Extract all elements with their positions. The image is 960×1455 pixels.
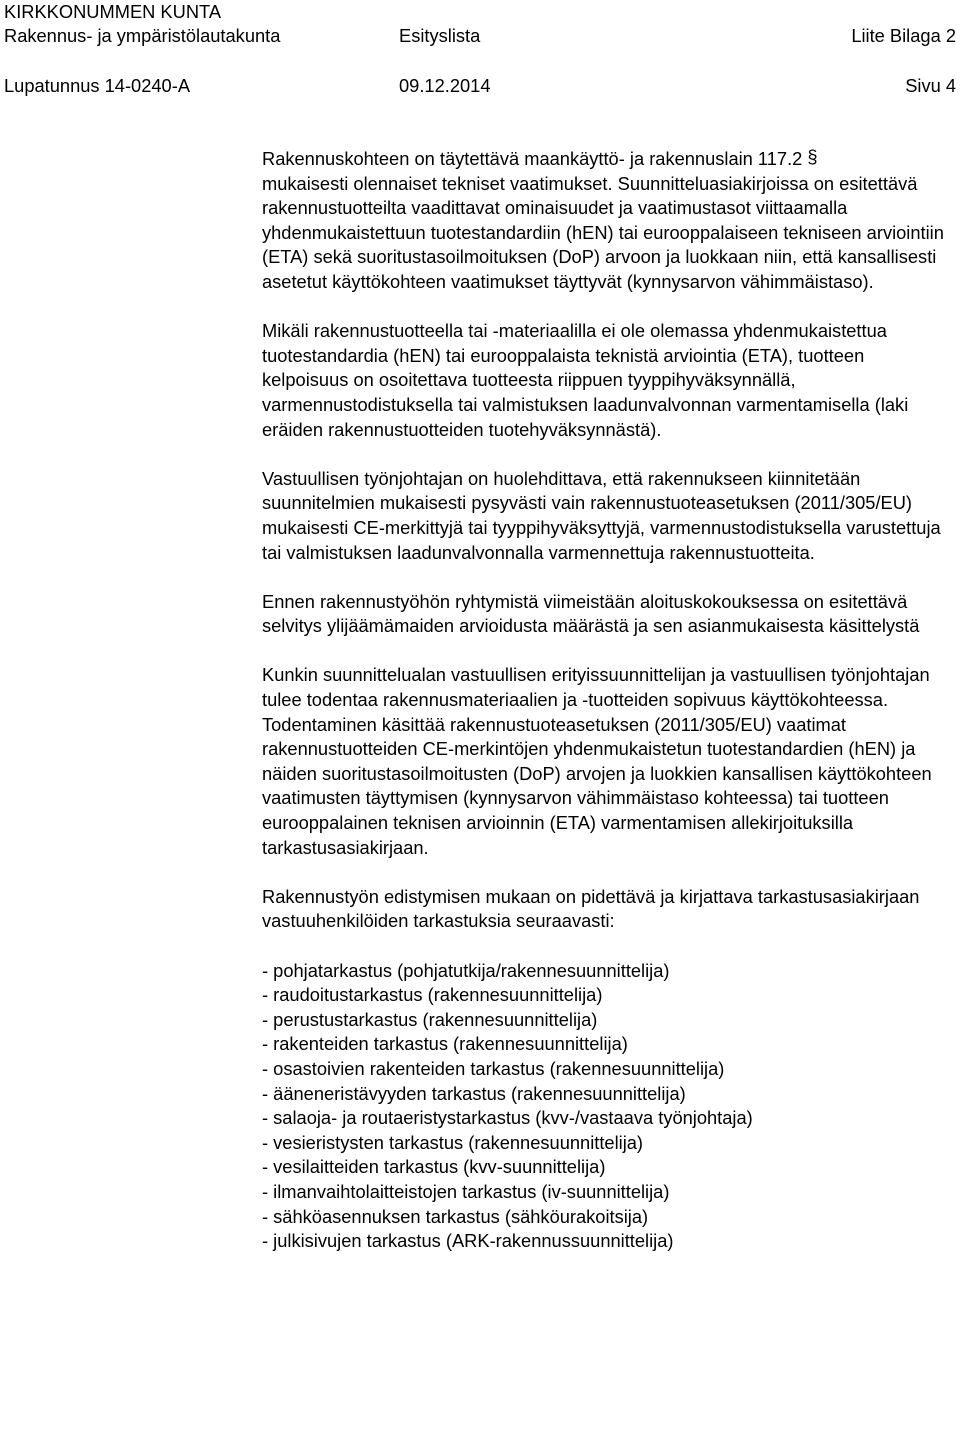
document-type: Esityslista bbox=[399, 25, 481, 46]
page-number: Sivu 4 bbox=[905, 75, 956, 96]
list-item: - raudoitustarkastus (rakennesuunnittelija) bbox=[262, 984, 603, 1006]
paragraph-material-suitability: Kunkin suunnittelualan vastuullisen erityissuunnittelijan ja vastuullisen työnjohtajan tulee todentaa rakennusmateriaalien ja -tuotteiden sopivuus käyttökohteessa. bbox=[262, 664, 930, 711]
board-name: Rakennus- ja ympäristölautakunta bbox=[4, 25, 281, 46]
list-item: - vesilaitteiden tarkastus (kvv-suunnittelija) bbox=[262, 1156, 606, 1178]
list-item: - julkisivujen tarkastus (ARK-rakennussuunnittelija) bbox=[262, 1230, 674, 1252]
section-symbol: § bbox=[807, 146, 818, 167]
paragraph-inspections-intro: Rakennustyön edistymisen mukaan on pidettävä ja kirjattava tarkastusasiakirjaan vastuuhenkilöiden tarkastuksia seuraavasti: bbox=[262, 885, 920, 932]
list-item: - pohjatarkastus (pohjatutkija/rakennesuunnittelija) bbox=[262, 959, 670, 981]
inspection-list bbox=[262, 959, 952, 1254]
list-item: - salaoja- ja routaeristystarkastus (kvv-/vastaava työnjohtaja) bbox=[262, 1107, 753, 1129]
list-item: - osastoivien rakenteiden tarkastus (rakennesuunnittelija) bbox=[262, 1057, 725, 1079]
paragraph-surplus-soil: Ennen rakennustyöhön ryhtymistä viimeistään aloituskokouksessa on esitettävä selvitys ylijäämämaiden arvioidusta määrästä ja sen asianmukaisesta käsittelystä bbox=[262, 590, 920, 637]
paragraph-requirements bbox=[262, 147, 952, 295]
meeting-date: 09.12.2014 bbox=[399, 75, 491, 96]
paragraph-site-manager: Vastuullisen työnjohtajan on huolehdittava, että rakennukseen kiinnitetään suunnitelmien mukaisesti pysyvästi vain rakennustuoteasetuksen (2011/305/EU) mukaisesti CE-merkittyjä tai tyyppihyväksyttyjä, varmennustodistuksella varustettuja tai valmistuksen laadunvalvonnalla varmennettuja rakennustuotteita. bbox=[262, 467, 941, 563]
appendix-label: Liite Bilaga 2 bbox=[851, 25, 956, 46]
list-item: - vesieristysten tarkastus (rakennesuunnittelija) bbox=[262, 1131, 644, 1153]
paragraph-requirements-line1: Rakennuskohteen on täytettävä maankäyttö- ja rakennuslain 117.2 bbox=[262, 148, 803, 169]
permit-id: Lupatunnus 14-0240-A bbox=[4, 75, 191, 96]
list-item: - ääneneristävyyden tarkastus (rakennesuunnittelija) bbox=[262, 1082, 686, 1104]
paragraph-verification: Todentaminen käsittää rakennustuoteasetuksen (2011/305/EU) vaatimat rakennustuotteiden CE-merkintöjen yhdenmukaistetun tuotestandardien (hEN) ja näiden suoritustasoilmoitusten (DoP) arvojen ja luokkien kansallisen käyttökohteen vaatimusten täyttymisen (kynnysarvon vähimmäistaso kohteessa) tai tuotteen eurooppalainen teknisen arvioinnin (ETA) varmentamisen allekirjoituksilla tarkastusasiakirjaan. bbox=[262, 713, 932, 858]
paragraph-requirements-rest: mukaisesti olennaiset tekniset vaatimukset. Suunnitteluasiakirjoissa on esitettävä rakennustuotteilta vaadittavat ominaisuudet ja vaatimustasot viittaamalla yhdenmukaistettuun tuotestandardiin (hEN) tai eurooppalaiseen tekniseen arviointiin (ETA) sekä suoritustasoilmoituksen (DoP) arvoon ja luokkaan niin, että kansallisesti asetetut käyttökohteen vaatimukset täyttyvät (kynnysarvon vähimmäistaso). bbox=[262, 172, 944, 292]
list-item: - perustustarkastus (rakennesuunnittelija) bbox=[262, 1008, 598, 1030]
list-item: - ilmanvaihtolaitteistojen tarkastus (iv-suunnittelija) bbox=[262, 1180, 670, 1202]
list-item: - sähköasennuksen tarkastus (sähköurakoitsija) bbox=[262, 1205, 649, 1227]
document-body bbox=[262, 147, 952, 1254]
paragraph-product-approval: Mikäli rakennustuotteella tai -materiaalilla ei ole olemassa yhdenmukaistettua tuotestandardia (hEN) tai eurooppalaista teknistä arviointia (ETA), tuotteen kelpoisuus on osoitettava tuotteesta riippuen tyyppihyväksynnällä, varmennustodistuksella tai valmistuksen laadunvalvonnan varmentamisella (laki eräiden rakennustuotteiden tuotehyväksynnästä). bbox=[262, 320, 909, 440]
list-item: - rakenteiden tarkastus (rakennesuunnittelija) bbox=[262, 1033, 628, 1055]
municipality-name: KIRKKONUMMEN KUNTA bbox=[4, 1, 222, 22]
